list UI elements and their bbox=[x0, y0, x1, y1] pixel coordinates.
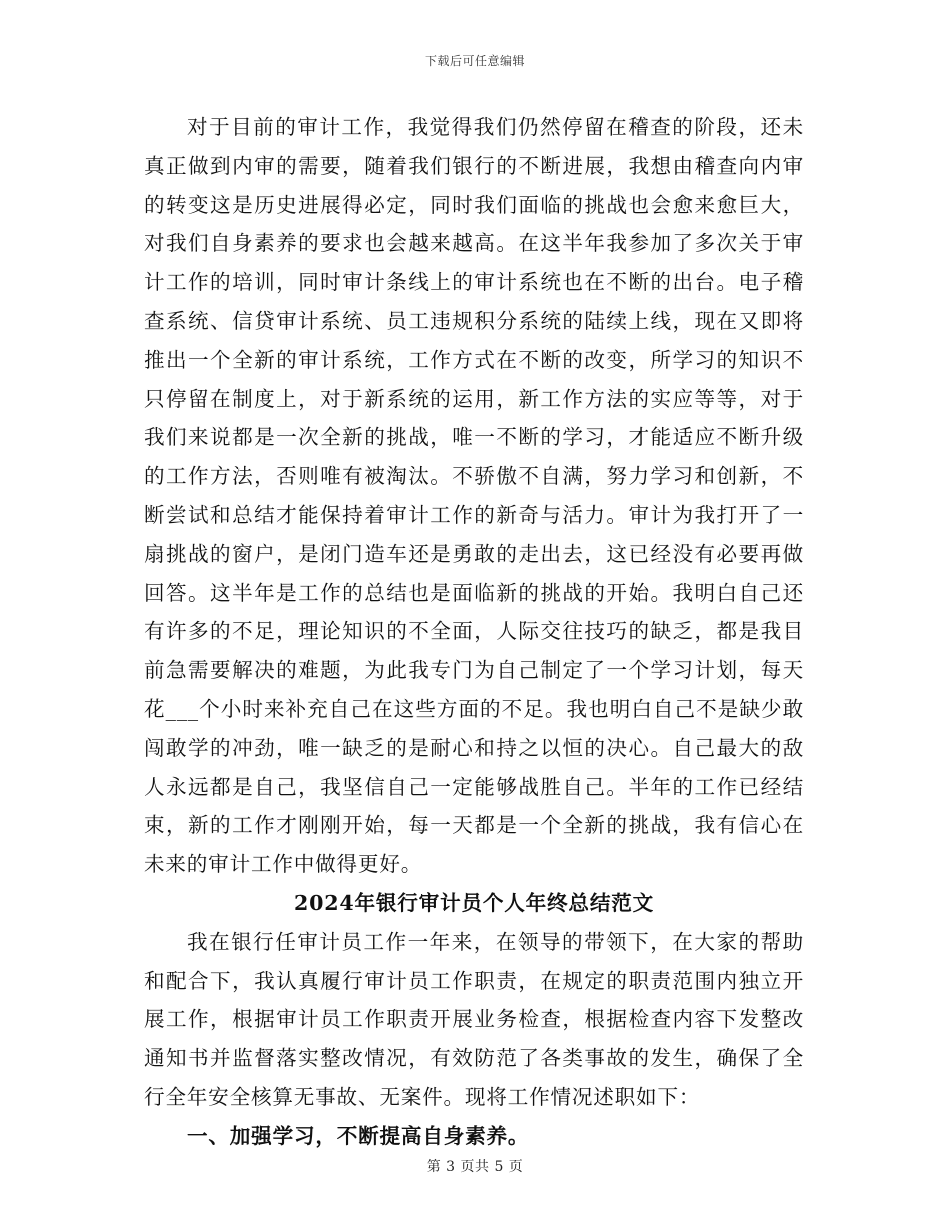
paragraph-intro: 我在银行任审计员工作一年来，在领导的带领下，在大家的帮助和配合下，我认真履行审计员工作职责，在规定的职责范围内独立开展工作，根据审计员工作职责开展业务检查，根据检查内容下发整改通知书并监督落实整改情况，有效防范了各类事故的发生，确保了全行全年安全核算无事故、无案件。现将工作情况述职如下： bbox=[144, 929, 804, 1109]
section-title: 2024年银行审计员个人年终总结范文 bbox=[293, 890, 655, 915]
page-header: 下载后可任意编辑 bbox=[424, 54, 525, 68]
section-heading-1: 一、加强学习，不断提高自身素养。 bbox=[187, 1123, 530, 1148]
document-body bbox=[144, 108, 804, 1156]
page-footer: 第 3 页共 5 页 bbox=[426, 1159, 524, 1175]
paragraph-audit-reflection: 对于目前的审计工作，我觉得我们仍然停留在稽查的阶段，还未真正做到内审的需要，随着我们银行的不断进展，我想由稽查向内审的转变这是历史进展得必定，同时我们面临的挑战也会愈来愈巨大，对我们自身素养的要求也会越来越高。在这半年我参加了多次关于审计工作的培训，同时审计条线上的审计系统也在不断的出台。电子稽查系统、信贷审计系统、员工违规积分系统的陆续上线，现在又即将推出一个全新的审计系统，工作方式在不断的改变，所学习的知识不只停留在制度上，对于新系统的运用，新工作方法的实应等等，对于我们来说都是一次全新的挑战，唯一不断的学习，才能适应不断升级的工作方法，否则唯有被淘汰。不骄傲不自满，努力学习和创新，不断尝试和总结才能保持着审计工作的新奇与活力。审计为我打开了一扇挑战的窗户，是闭门造车还是勇敢的走出去，这已经没有必要再做回答。这半年是工作的总结也是面临新的挑战的开始。我明白自己还有许多的不足，理论知识的不全面，人际交往技巧的缺乏，都是我目前急需要解决的难题，为此我专门为自己制定了一个学习计划，每天花___个小时来补充自己在这些方面的不足。我也明白自己不是缺少敢闯敢学的冲劲，唯一缺乏的是耐心和持之以恒的决心。自己最大的敌人永远都是自己，我坚信自己一定能够战胜自己。半年的工作已经结束，新的工作才刚刚开始，每一天都是一个全新的挑战，我有信心在未来的审计工作中做得更好。 bbox=[144, 115, 804, 877]
